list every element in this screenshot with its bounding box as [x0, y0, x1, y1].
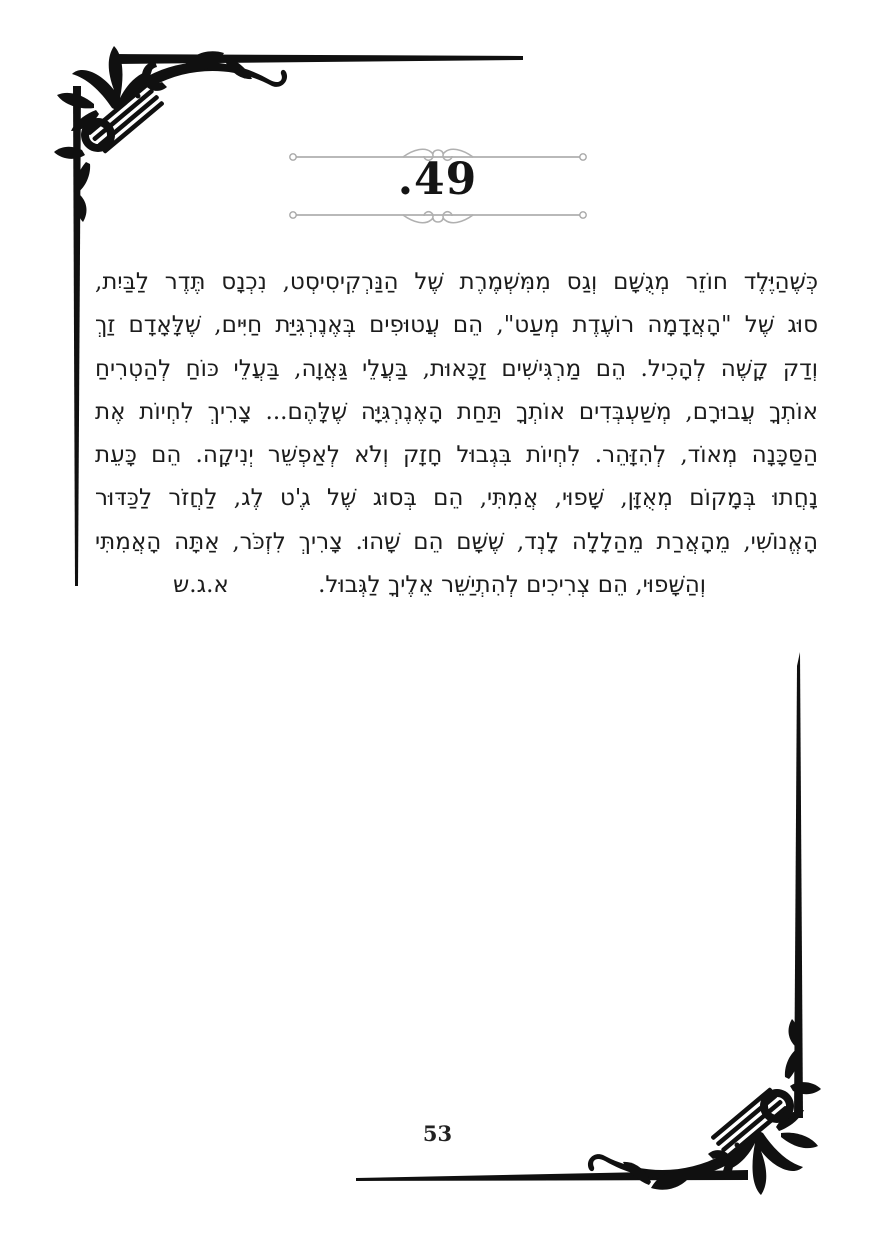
text-line-last — [95, 564, 818, 607]
ornamental-divider-bottom-icon — [287, 206, 589, 226]
text-line: הַסַּכָּנָה מְאוֹד, לְהִזָּהֵר. לִחְיוֹת בִּגְבוּל חָזָק וְלֹא לְאַפְשֵׁר יְנִיקָה. הֵם כָּעֵת — [95, 442, 818, 469]
text-line: נָחֲתוּ בְּמָקוֹם מְאֻזָּן, שָׁפוּי, אֲמִתִּי, הֵם בְּסוּג שֶׁל ג'ֶט לֶג, לַחֲזֹר לַכַּדּוּר — [95, 485, 818, 512]
page-number: 53 — [422, 1121, 453, 1146]
author-initials: א.ג.ש — [173, 572, 229, 599]
text-line: סוּג שֶׁל "הָאֲדָמָה רוֹעֶדֶת מְעַט", הֵם עֲטוּפִים בְּאֶנֶרְגִּיַּת חַיִּים, שֶׁלָּאָדָם זַךְ — [95, 312, 818, 339]
corner-flourish-bottom-right-icon — [583, 1012, 823, 1197]
closing-sentence: וְהַשָּׁפוּי, הֵם צְרִיכִים לְהִתְיַשֵּׁר אֵלֶיךָ לַגְּבוּל. — [318, 572, 706, 599]
text-line: אוֹתְךָ עֲבוּרָם, מְשַׁעְבְּדִים אוֹתְךָ תַּחַת הָאֶנֶרְגִּיָּה שֶׁלָּהֶם... צָרִיךְ לִחְיוֹת אֶת — [95, 398, 818, 425]
text-line: וְדַק קָשֶׁה לְהָכִיל. הֵם מַרְגִּישִׁים זַכָּאוּת, בַּעֲלֵי גַּאֲוָה, בַּעֲלֵי כּוֹחַ לְהַטְרִיחַ — [95, 355, 818, 382]
body-text — [95, 261, 818, 607]
text-line: כְּשֶׁהַיֶּלֶד חוֹזֵר מְגֻשָּׁם וְגַס מִמִּשְׁמֶרֶת שֶׁל הַנַּרְקִיסִיסְט, נִכְנָס תֶּדֶר לַבַּיִת, — [95, 269, 818, 295]
chapter-number: 49. — [397, 154, 478, 205]
text-line: הָאֱנוֹשִׁי, מֵהָאֲרַת מֵהַלָלָה לָנְד, שֶׁשָּׁם הֵם שָׁהוּ. צָרִיךְ לִזְכֹּר, אַתָּה הָאֲמִתִּי — [95, 528, 818, 555]
